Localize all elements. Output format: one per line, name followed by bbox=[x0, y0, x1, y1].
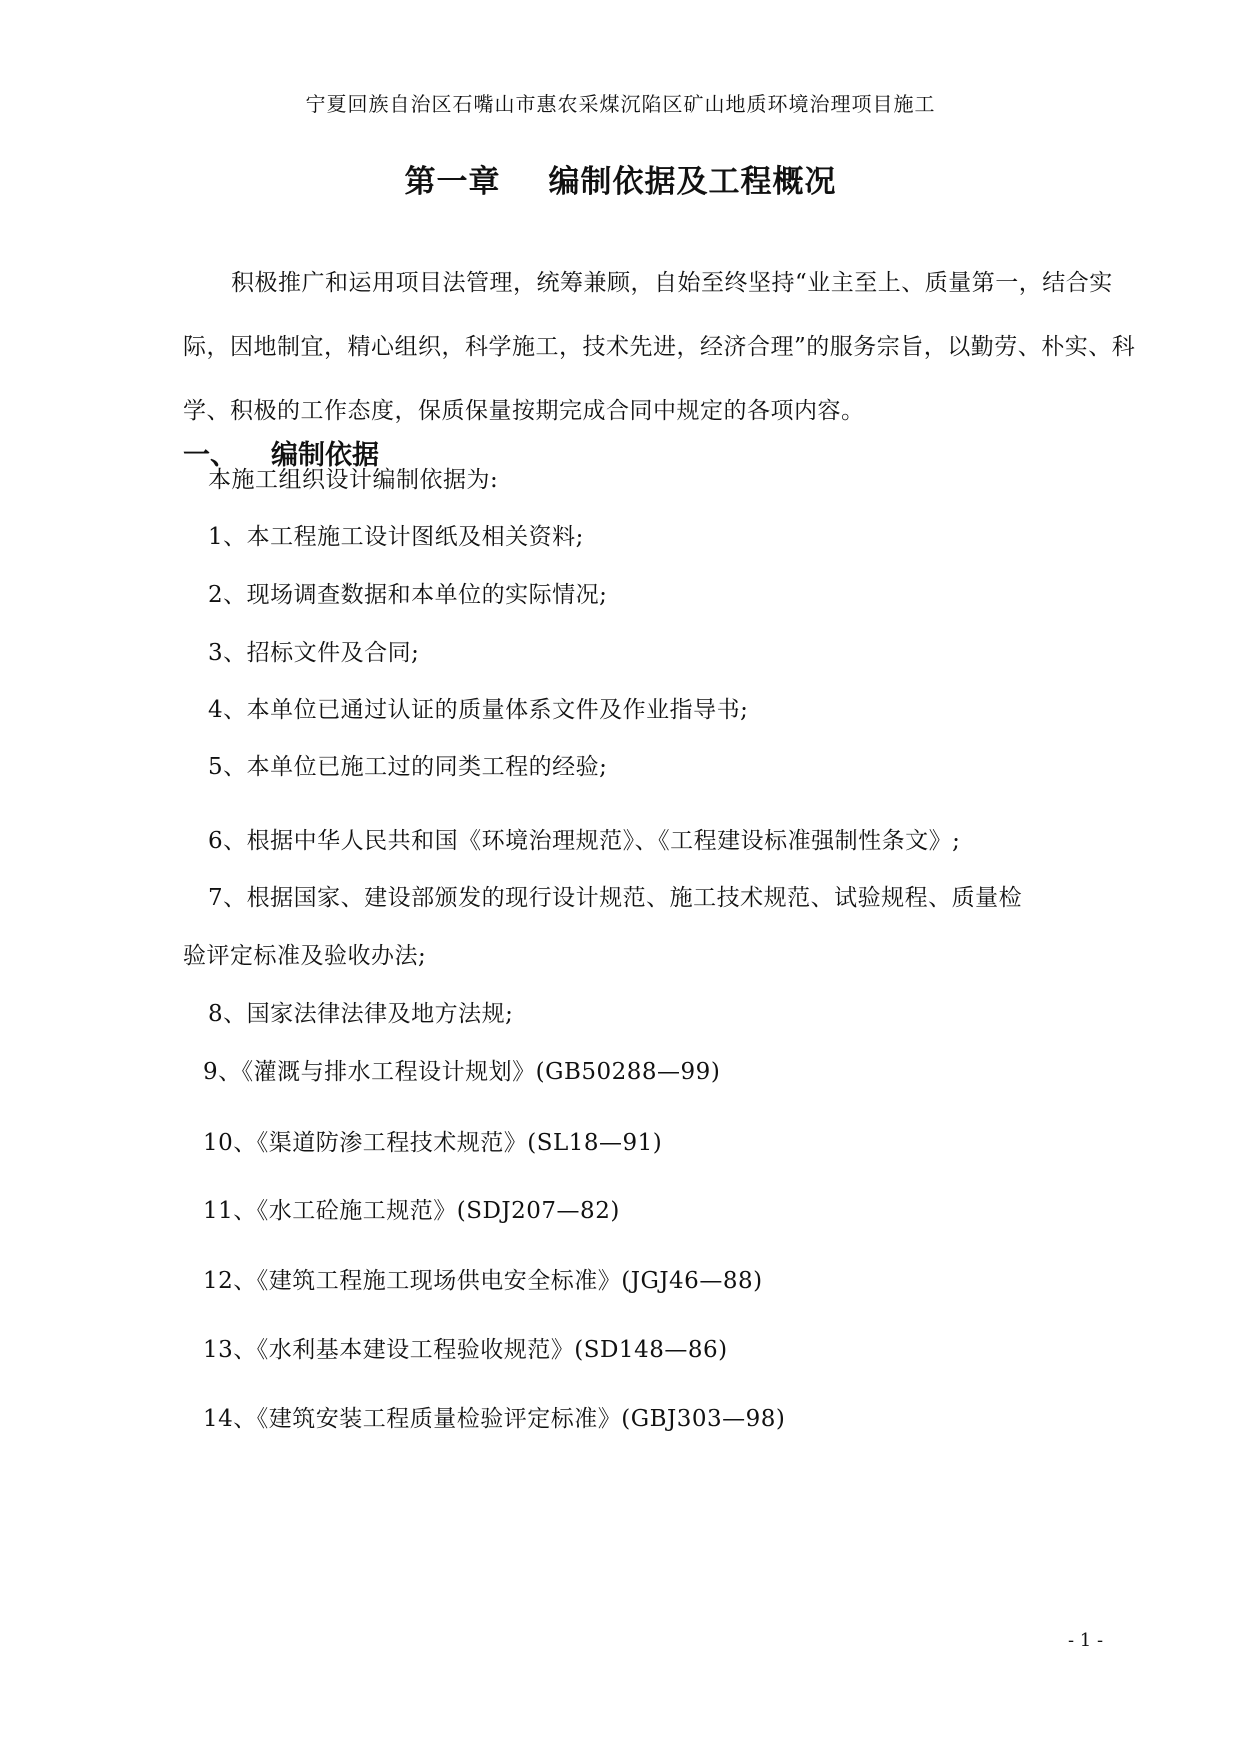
list-item: 11、《水工砼施工规范》(SDJ207—82) bbox=[203, 1198, 620, 1224]
list-item-continuation: 验评定标准及验收办法; bbox=[183, 943, 427, 969]
list-item: 4、本单位已通过认证的质量体系文件及作业指导书; bbox=[208, 697, 749, 723]
list-item: 1、本工程施工设计图纸及相关资料; bbox=[208, 524, 584, 550]
list-item: 12、《建筑工程施工现场供电安全标准》(JGJ46—88) bbox=[203, 1268, 763, 1294]
list-item: 3、招标文件及合同; bbox=[208, 640, 420, 666]
list-item: 13、《水利基本建设工程验收规范》(SD148—86) bbox=[203, 1337, 728, 1363]
list-item: 2、现场调查数据和本单位的实际情况; bbox=[208, 582, 608, 608]
list-item: 5、本单位已施工过的同类工程的经验; bbox=[208, 754, 608, 780]
list-item: 7、根据国家、建设部颁发的现行设计规范、施工技术规范、试验规程、质量检 bbox=[208, 885, 1023, 911]
running-header: 宁夏回族自治区石嘴山市惠农采煤沉陷区矿山地质环境治理项目施工 bbox=[305, 92, 936, 116]
chapter-title bbox=[0, 156, 1241, 201]
chapter-number: 第一章 bbox=[404, 164, 501, 200]
chapter-heading-text: 编制依据及工程概况 bbox=[548, 164, 837, 200]
list-item: 10、《渠道防渗工程技术规范》(SL18—91) bbox=[203, 1130, 663, 1156]
section-lead: 本施工组织设计编制依据为: bbox=[208, 467, 499, 493]
list-item: 8、国家法律法律及地方法规; bbox=[208, 1001, 514, 1027]
list-item: 14、《建筑安装工程质量检验评定标准》(GBJ303—98) bbox=[203, 1406, 786, 1432]
page-number: - 1 - bbox=[1068, 1630, 1104, 1651]
section-title: 编制依据 bbox=[271, 440, 379, 471]
intro-paragraph: 积极推广和运用项目法管理，统筹兼顾，自始至终坚持“业主至上、质量第一，结合实际，因地制宜，精心组织，科学施工，技术先进，经济合理”的服务宗旨，以勤劳、朴实、科学、积极的工作态度，保质保量按期完成合同中规定的各项内容。 bbox=[183, 270, 1136, 424]
list-item: 6、根据中华人民共和国《环境治理规范》、《工程建设标准强制性条文》; bbox=[208, 828, 961, 854]
list-item: 9、《灌溉与排水工程设计规划》(GB50288—99) bbox=[203, 1059, 721, 1085]
section-number: 一、 bbox=[183, 440, 237, 471]
